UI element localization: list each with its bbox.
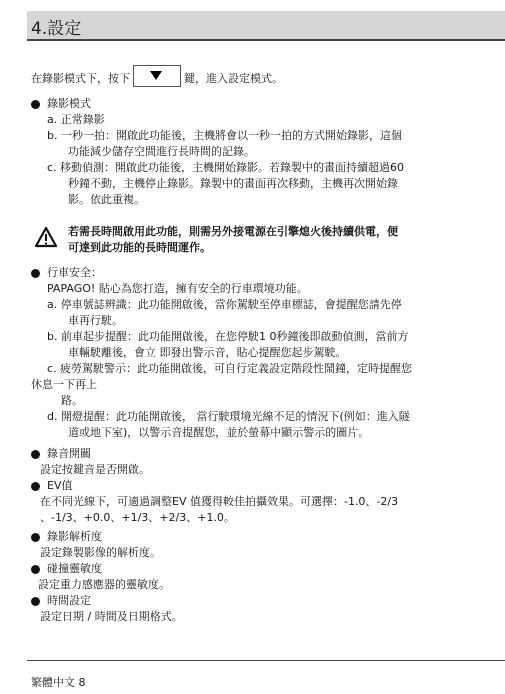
page-title: 4.設定 (31, 19, 82, 39)
bullet-icon (31, 565, 40, 574)
gsensor-heading: 碰撞靈敏度 (47, 562, 102, 575)
intro-text-after: 鍵，進入設定模式。 (184, 72, 283, 85)
bullet-icon (31, 269, 40, 278)
time-heading: 時間設定 (47, 594, 91, 607)
down-triangle-key-icon (133, 65, 181, 87)
driving-safety-d1: d. 開燈提醒：此功能開啟後， 當行駛環境光線不足的情況下(例如：進入隧 (47, 410, 410, 423)
driving-safety-c2: 休息一下再上 (31, 378, 97, 391)
resolution-desc: 設定錄製影像的解析度。 (40, 546, 161, 559)
record-mode-c3: 影。依此重複。 (68, 193, 145, 206)
driving-safety-intro: PAPAGO! 貼心為您打造，擁有安全的行車環境功能。 (47, 282, 308, 295)
ev-heading: EV值 (47, 479, 73, 492)
record-mode-b2: 功能減少儲存空間進行長時間的記錄。 (68, 145, 255, 158)
section-header (27, 11, 505, 41)
record-sound-heading: 錄音開關 (47, 447, 91, 460)
driving-safety-b1: b. 前車起步提醒：此功能開啟後，在您停駛1 0秒鐘後即啟動偵測，當前方 (47, 330, 409, 343)
driving-safety-b2: 車輛駛離後，會立 即發出警示音，貼心提醒您起步駕駛。 (68, 346, 347, 359)
time-desc: 設定日期 / 時間及日期格式。 (40, 610, 183, 623)
resolution-heading: 錄影解析度 (47, 530, 102, 543)
gsensor-desc: 設定重力感應器的靈敏度。 (38, 578, 170, 591)
intro-text-before: 在錄影模式下，按下 (31, 72, 130, 85)
bullet-icon (31, 597, 40, 606)
bullet-icon (31, 533, 40, 542)
driving-safety-d2: 道或地下室)，以警示音提醒您，並於螢幕中顯示警示的圖片。 (68, 426, 370, 439)
warning-triangle-icon (34, 226, 58, 248)
footer-divider (27, 660, 505, 661)
record-mode-c2: 秒鐘不動，主機停止錄影。錄製中的畫面再次移動，主機再次開始錄 (68, 177, 398, 190)
driving-safety-heading: 行車安全： (47, 266, 102, 279)
driving-safety-a1: a. 停車號誌辨識：此功能開啟後，當你駕駛至停車標誌，會提醒您請先停 (47, 298, 402, 311)
bullet-icon (31, 450, 40, 459)
warning-line1: 若需長時間啟用此功能，則需另外接電源在引擎熄火後持續供電，便 (68, 225, 398, 238)
intro-paragraph (31, 60, 283, 87)
driving-safety-c1: c. 疲勞駕駛警示：此功能開啟後，可自行定義設定階段性鬧鐘，定時提醒您 (47, 362, 413, 375)
warning-line2: 可達到此功能的長時間運作。 (68, 241, 211, 254)
page-footer: 繁體中文 8 (31, 676, 86, 689)
ev-desc2: 、-1/3、+0.0、+1/3、+2/3、+1.0。 (40, 511, 235, 524)
ev-desc1: 在不同光線下，可適過調整EV 值獲得較佳拍攝效果。可選擇：-1.0、-2/3 (40, 495, 399, 508)
record-mode-b1: b. 一秒一拍：開啟此功能後，主機將會以一秒一拍的方式開始錄影，這個 (47, 129, 402, 142)
driving-safety-c3: 路。 (61, 394, 83, 407)
record-mode-a: a. 正常錄影 (47, 113, 105, 126)
record-mode-heading: 錄影模式 (47, 97, 91, 110)
bullet-icon (31, 482, 40, 491)
record-mode-c1: c. 移動偵測：開啟此功能後，主機開始錄影。若錄製中的畫面持續超過60 (47, 161, 405, 174)
record-sound-desc: 設定按鍵音是否開啟。 (40, 463, 150, 476)
driving-safety-a2: 車再行駛。 (68, 314, 123, 327)
bullet-icon (31, 100, 40, 109)
